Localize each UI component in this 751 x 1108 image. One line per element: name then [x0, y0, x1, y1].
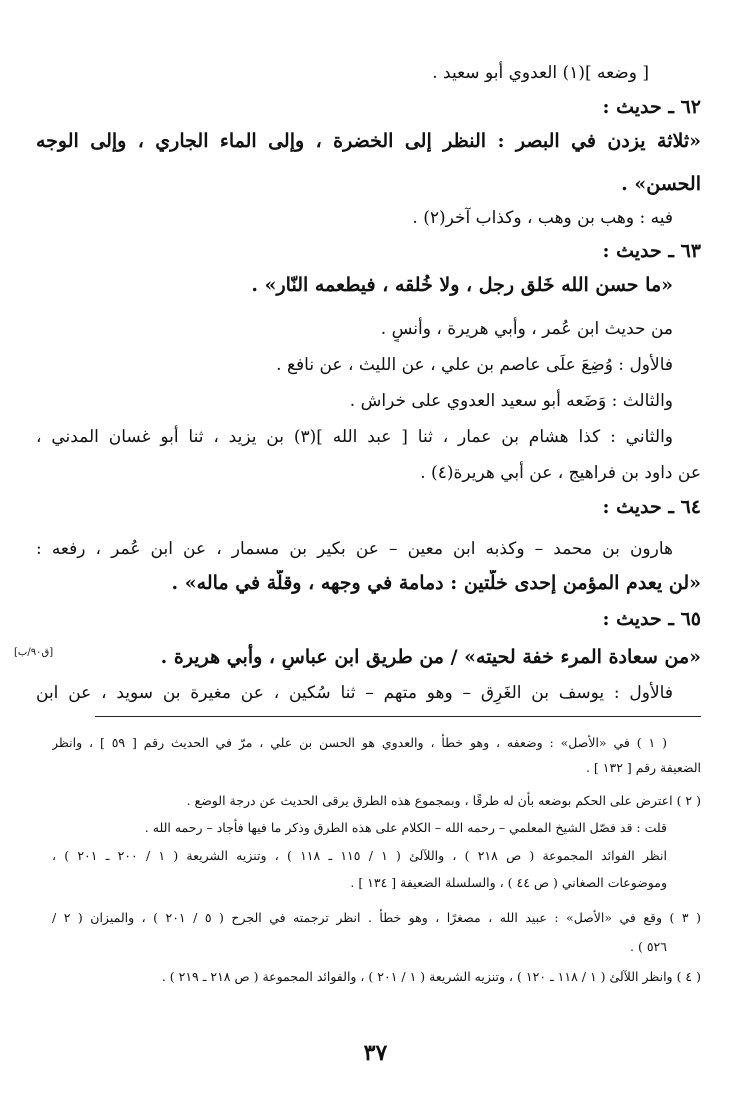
- hadith-text-line: «لن يعدم المؤمن إحدى خلّتين : دمامة في وجهه ، وقلّة في ماله» .: [171, 572, 701, 594]
- footnote-line: ( ١ ) في «الأصل» : وضعفه ، وهو خطأ ، والعدوي هو الحسن بن علي ، مرّ في الحديث رقم [ ٥٩ ] ، وانظر: [52, 735, 667, 750]
- text-line: من حديث ابن عُمر ، وأبي هريرة ، وأنسٍ .: [380, 319, 673, 339]
- footnote-line: ( ٤ ) وانظر اللآلئ ( ١ / ١١٨ ـ ١٢٠ ) ، وتنزيه الشريعة ( ١ / ٢٠١ ) ، والفوائد المجموعة ( ص ٢١٨ ـ ٢١٩ ) .: [161, 969, 701, 984]
- text-line: والثالث : وَضَعه أبو سعيد العدوي على خراش .: [349, 391, 673, 411]
- hadith-heading-64: ٦٤ ـ حديث :: [602, 496, 701, 518]
- text-line: عن داود بن فراهيج ، عن أبي هريرة(٤) .: [420, 463, 701, 483]
- hadith-text-line: «ثلاثة يزدن في البصر : النظر إلى الخضرة ، وإلى الماء الجاري ، وإلى الوجه: [36, 130, 701, 152]
- hadith-text-line: «ما حسن الله خَلق رجل ، ولا خُلقه ، فيطعمه النّار» .: [251, 274, 673, 296]
- text-line: والثاني : كذا هشام بن عمار ، ثنا [ عبد الله ](٣) بن يزيد ، ثنا أبو غسان المدني ،: [36, 427, 673, 447]
- text-line: هارون بن محمد – وكذبه ابن معين – عن بكير بن مسمار ، عن ابن عُمر ، رفعه :: [36, 539, 673, 559]
- footnote-line: ٥٢٦ ) .: [630, 939, 667, 954]
- divider: [95, 716, 701, 717]
- hadith-heading-65: ٦٥ ـ حديث :: [602, 608, 701, 630]
- text-line: فالأول : يوسف بن الغَرِق – وهو متهم – ثنا سُكين ، عن مغيرة بن سويد ، عن ابن: [36, 683, 673, 703]
- footnote-line: قلت : قد فصّل الشيخ المعلمي – رحمه الله – الكلام على هذه الطرق وذكر ما فيها فأجاد – رحمه الله .: [144, 820, 667, 835]
- hadith-text-line: الحسن» .: [621, 173, 701, 195]
- hadith-heading-63: ٦٣ ـ حديث :: [602, 240, 701, 262]
- text-line: فيه : وهب بن وهب ، وكذاب آخر(٢) .: [412, 208, 673, 228]
- hadith-heading-62: ٦٢ ـ حديث :: [602, 96, 701, 118]
- text-line: [ وضعه ](١) العدوي أبو سعيد .: [432, 63, 649, 83]
- footnote-line: ( ٣ ) وقع في «الأصل» : عبيد الله ، مصغرًا ، وهو خطأ . انظر ترجمته في الجرح ( ٥ / ٢٠١ ) ، والميزان ( ٢ /: [52, 910, 701, 925]
- hadith-text-line: «من سعادة المرء خفة لحيته» / من طريق ابن عباسٍ ، وأبي هريرة .: [160, 646, 701, 668]
- footnote-line: ( ٢ ) اعترض على الحكم بوضعه بأن له طرقًا ، وبمجموع هذه الطرق يرقى الحديث عن درجة الوضع .: [186, 793, 701, 808]
- manuscript-folio-note: [ق٩٠/ب]: [14, 647, 54, 658]
- footnote-line: انظر الفوائد المجموعة ( ص ٢١٨ ) ، واللآلئ ( ١ / ١١٥ ـ ١١٨ ) ، وتنزيه الشريعة ( ١ / ٢٠٠ ـ ٢٠١ ) ،: [52, 848, 667, 863]
- text-line: فالأول : وُضِعَ علَى عاصم بن علي ، عن الليث ، عن نافع .: [276, 355, 673, 375]
- footnote-line: وموضوعات الصغاني ( ص ٤٤ ) ، والسلسلة الضعيفة [ ١٣٤ ] .: [350, 875, 667, 890]
- footnote-line: الضعيفة رقم [ ١٣٢ ] .: [585, 760, 701, 775]
- page-number: ٣٧: [363, 1040, 388, 1066]
